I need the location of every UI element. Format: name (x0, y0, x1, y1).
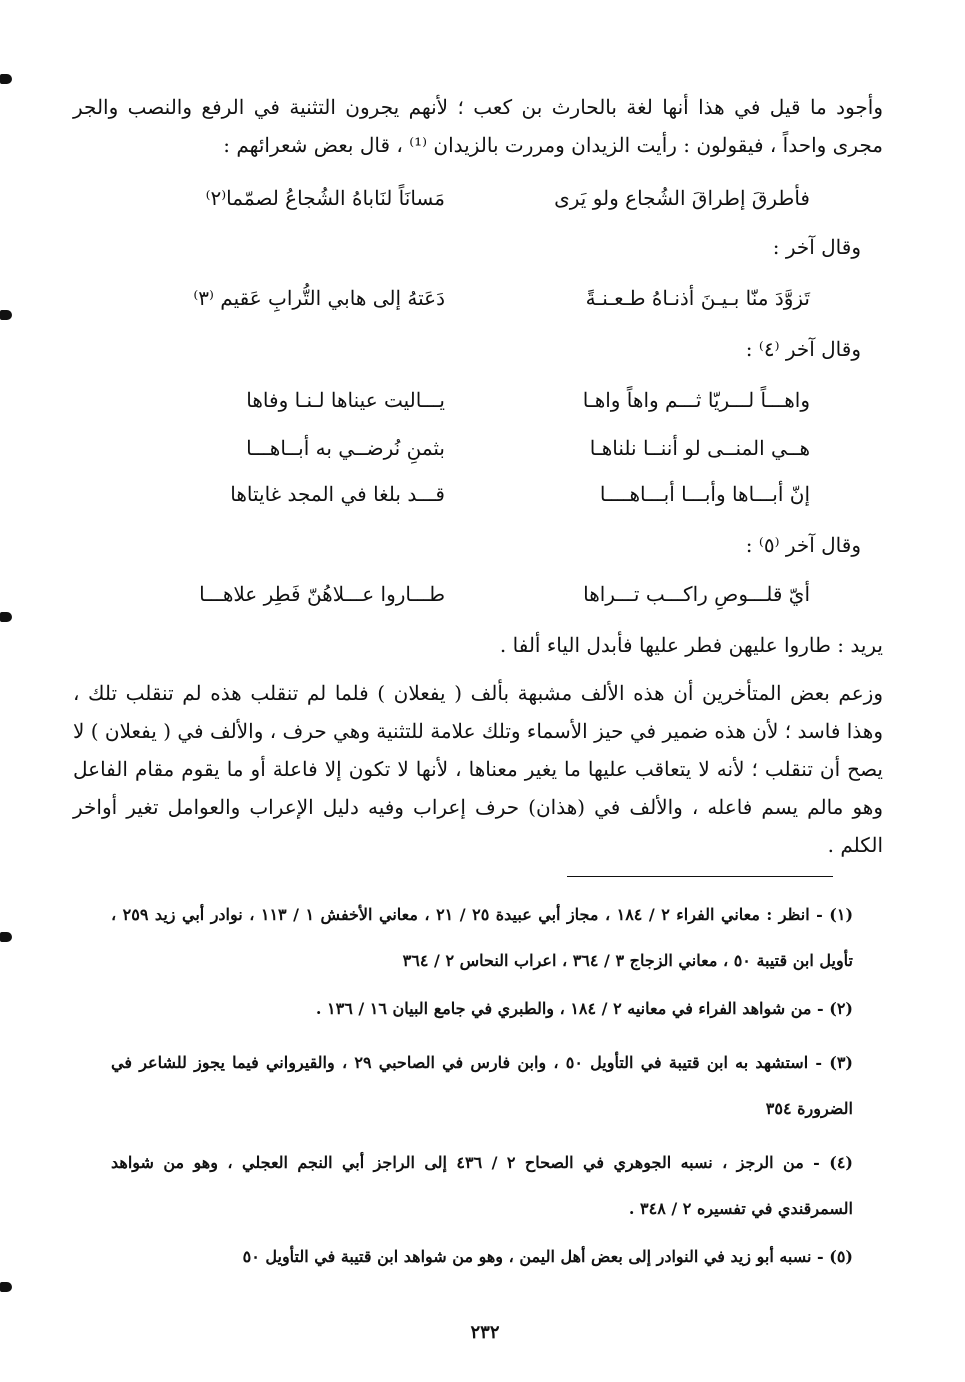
verse-line (150, 576, 810, 612)
verse-hemistich-first: واهـــاً لـــريّا ثـــم واهاً واهـا (582, 388, 810, 412)
binding-mark (0, 932, 12, 942)
verse-hemistich-first: فأطرقَ إطراقَ الشُجاع ولو يَرى (554, 186, 810, 210)
verse-hemistich-first: تَزوَّدَ منّا بـيـنَ أذنـاهُ طـعـنـةً (585, 286, 810, 310)
footnote-text: - نسبه أبو زيد في النوادر إلى بعض أهل اليمن ، وهو من شواهد ابن قتيبة في التأويل ٥٠ (242, 1247, 824, 1266)
page-number: ٢٣٢ (470, 1322, 500, 1343)
verse-line (150, 180, 810, 216)
footnote (111, 1140, 853, 1232)
footnote-text: - انظر : معاني الفراء ٢ / ١٨٤ ، مجاز أبي عبيدة ٢٥ / ٢١ ، معاني الأخفش ١ / ١١٣ ، نوادر أبي زيد ٢٥٩ ، تأويل ابن قتيبة ٥٠ ، معاني الزجاج ٣ / ٣٦٤ ، اعراب النحاس ٢ / ٣٦٤ (111, 905, 853, 970)
footnote-number: (٤) (829, 1153, 853, 1172)
footnote-number: (١) (829, 905, 854, 924)
verse-hemistich-second: بثمنِ نُرضــي به أبــاهـــا (246, 436, 445, 460)
paragraph-2: يريد : طاروا عليهن فطر عليها فأبدل الياء ألفا . (499, 633, 883, 657)
binding-mark (0, 612, 12, 622)
footnote-number: (٣) (829, 1053, 853, 1072)
verse-hemistich-first: هــي المنــى لو أننــا نلناهـا (589, 436, 810, 460)
verse-hemistich-second: مَسانَاً لنَاباهُ الشُجاعُ لصمّما⁽٢⁾ (205, 186, 445, 210)
paragraph-3: وزعم بعض المتأخرين أن هذه الألف مشبهة بألف ( يفعلان ) فلما لم تنقلب هذه لم تنقلب تلك ، وهذا فاسد ؛ لأن هذه ضمير في حيز الأسماء وتلك علامة للتثنية وهي حرف ، والألف في ( يفعلان ) لا يصح أن تنقلب ؛ لأنه لا يتعاقب عليها ما يغير معناها ، لأنها لا تكون إلا فاعلة أو ما يقوم مقام الفاعل وهو مالم يسم فاعله ، والألف في (هذان) حرف إعراب وفيه دليل الإعراب والعوامل تغير أواخر الكلم . (72, 681, 883, 857)
verse-hemistich-second: طـــاروا عـــلاهُنّ فَطِر علاهـــا (199, 582, 445, 606)
footnote-number: (٥) (829, 1247, 853, 1266)
footnote-separator (567, 876, 833, 877)
footnote (111, 1040, 853, 1132)
verse-hemistich-second: يـــاليت عيناها لـنـا وفاها (246, 388, 445, 412)
footnote-number: (٢) (829, 999, 853, 1018)
verse-line (150, 430, 810, 466)
footnote (111, 1234, 853, 1280)
footnote (111, 986, 853, 1032)
verse-line (150, 476, 810, 512)
verse-line (150, 382, 810, 418)
binding-mark (0, 1282, 12, 1292)
paragraph-1: وأجود ما قيل في هذا أنها لغة بالحارث بن كعب ؛ لأنهم يجرون التثنية في الرفع والنصب والجر مجرى واحداً ، فيقولون : رأيت الزيدان ومررت بالزيدان ⁽¹⁾ ، قال بعض شعرائهم : (73, 95, 883, 157)
binding-mark (0, 74, 12, 84)
verse-hemistich-first: إنّ أبـــاها وأبـــا أبـــاهــــا (599, 482, 810, 506)
verse-hemistich-second: قـــد بلغا في المجد غايتاها (230, 482, 445, 506)
footnote-text: - استشهد به ابن قتيبة في التأويل ٥٠ ، وابن فارس في الصاحبي ٢٩ ، والقيرواني فيما يجوز للشاعر في الضرورة ٣٥٤ (111, 1053, 853, 1118)
verse-intro: وقال آخر ⁽٥⁾ : (745, 533, 861, 557)
binding-mark (0, 310, 12, 320)
verse-hemistich-second: دَعَتهُ إلى هابي التُّرابِ عَقيم ⁽٣⁾ (193, 286, 445, 310)
verse-line (150, 280, 810, 316)
footnote (111, 892, 853, 984)
verse-intro: وقال آخر : (772, 235, 861, 259)
footnote-text: - من الرجز ، نسبه الجوهري في الصحاح ٢ / ٤٣٦ إلى الراجز أبي النجم العجلي ، وهو من شواهد السمرقندي في تفسيره ٢ / ٣٤٨ . (111, 1153, 853, 1218)
verse-hemistich-first: أيّ قلـــوصِ راكـــب تـــراها (583, 582, 810, 606)
footnote-text: - من شواهد الفراء في معانيه ٢ / ١٨٤ ، والطبري في جامع البيان ١٦ / ١٣٦ . (315, 999, 824, 1018)
verse-intro: وقال آخر ⁽٤⁾ : (745, 337, 861, 361)
